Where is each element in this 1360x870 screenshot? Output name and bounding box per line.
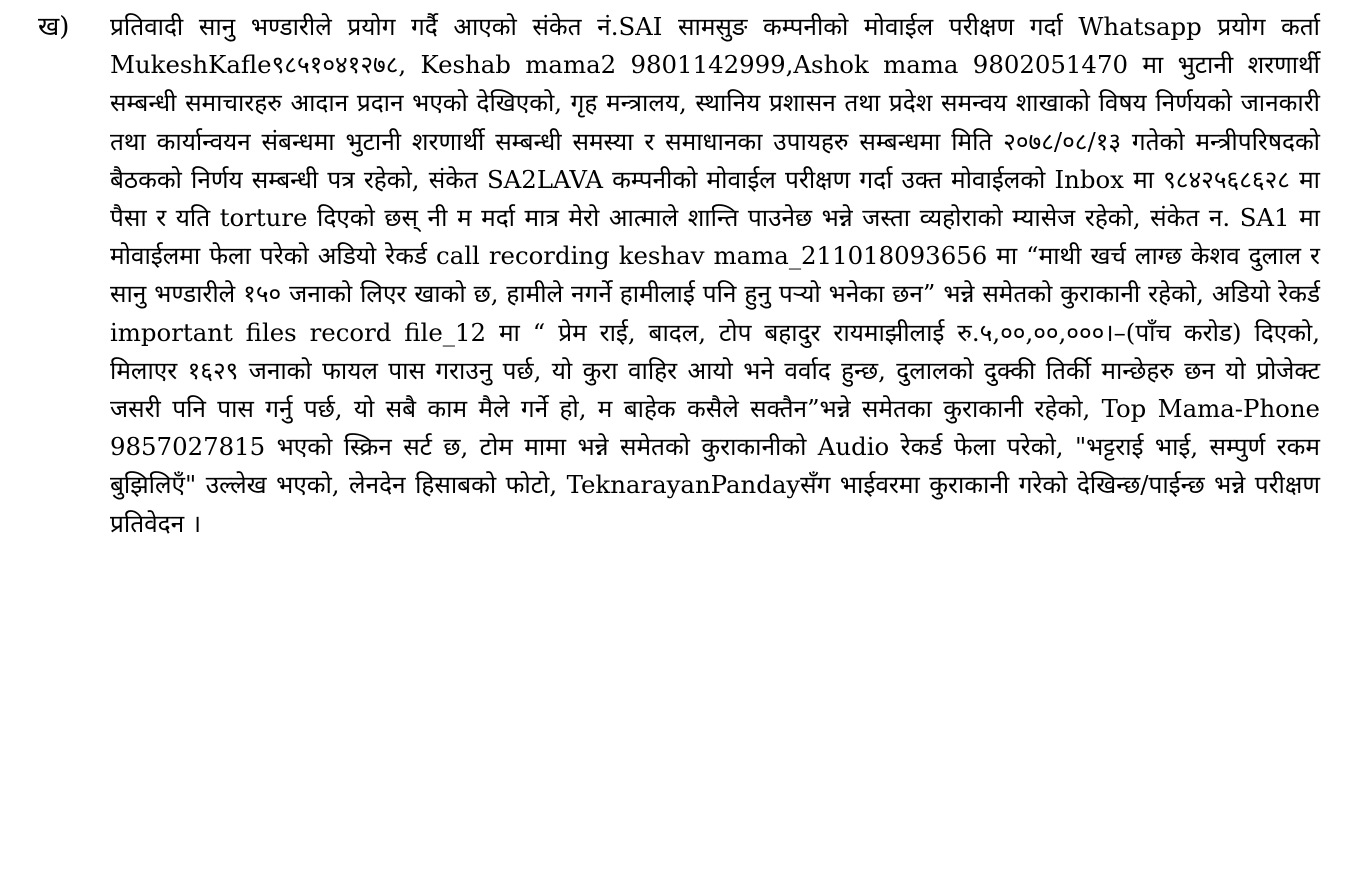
document-page bbox=[0, 4, 1360, 866]
body-paragraph: प्रतिवादी सानु भण्डारीले प्रयोग गर्दै आएको संकेत नं.SAI सामसुङ कम्पनीको मोवाईल परीक्षण गर्दा Whatsapp प्रयोग कर्ता MukeshKafle९८५१०४१२७८, Keshab mama2 9801142999,Ashok mama 9802051470 मा भुटानी शरणार्थी सम्बन्धी समाचारहरु आदान प्रदान भएको देखिएको, गृह मन्त्रालय, स्थानिय प्रशासन तथा प्रदेश समन्वय शाखाको विषय निर्णयको जानकारी तथा कार्यान्वयन संबन्धमा भुटानी शरणार्थी सम्बन्धी समस्या र समाधानका उपायहरु सम्बन्धमा मिति २०७८/०८/१३ गतेको मन्त्रीपरिषदको बैठकको निर्णय सम्बन्धी पत्र रहेको, संकेत SA2LAVA कम्पनीको मोवाईल परीक्षण गर्दा उक्त मोवाईलको Inbox मा ९८४२५६८६२८ मा पैसा र यति torture दिएको छस् नी म मर्दा मात्र मेरो आत्माले शान्ति पाउनेछ भन्ने जस्ता व्यहोराको म्यासेज रहेको, संकेत न. SA1 मा मोवाईलमा फेला परेको अडियो रेकर्ड call recording keshav mama_211018093656 मा “माथी खर्च लाग्छ केशव दुलाल र सानु भण्डारीले १५० जनाको लिएर खाको छ, हामीले नगर्ने हामीलाई पनि हुनु पर्‍यो भनेका छन” भन्ने समेतको कुराकानी रहेको, अडियो रेकर्ड important files record file_12 मा “ प्रेम राई, बादल, टोप बहादुर रायमाझीलाई रु.५,००,००,०००।–(पाँच करोड) दिएको, मिलाएर १६२९ जनाको फायल पास गराउनु पर्छ, यो कुरा वाहिर आयो भने वर्वाद हुन्छ, दुलालको दुक्की तिर्की मान्छेहरु छन यो प्रोजेक्ट जसरी पनि पास गर्नु पर्छ, यो सबै काम मैले गर्ने हो, म बाहेक कसैले सक्तैन”भन्ने समेतका कुराकानी रहेको, Top Mama-Phone 9857027815 भएको स्क्रिन सर्ट छ, टोम मामा भन्ने समेतको कुराकानीको Audio रेकर्ड फेला परेको, "भट्टराई भाई, सम्पुर्ण रकम बुझिलिएँ" उल्लेख भएको, लेनदेन हिसाबको फोटो, TeknarayanPandayसँग भाईवरमा कुराकानी गरेको देखिन्छ/पाईन्छ भन्ने परीक्षण प्रतिवेदन । bbox=[110, 12, 1320, 538]
item-marker: ख) bbox=[38, 12, 70, 42]
